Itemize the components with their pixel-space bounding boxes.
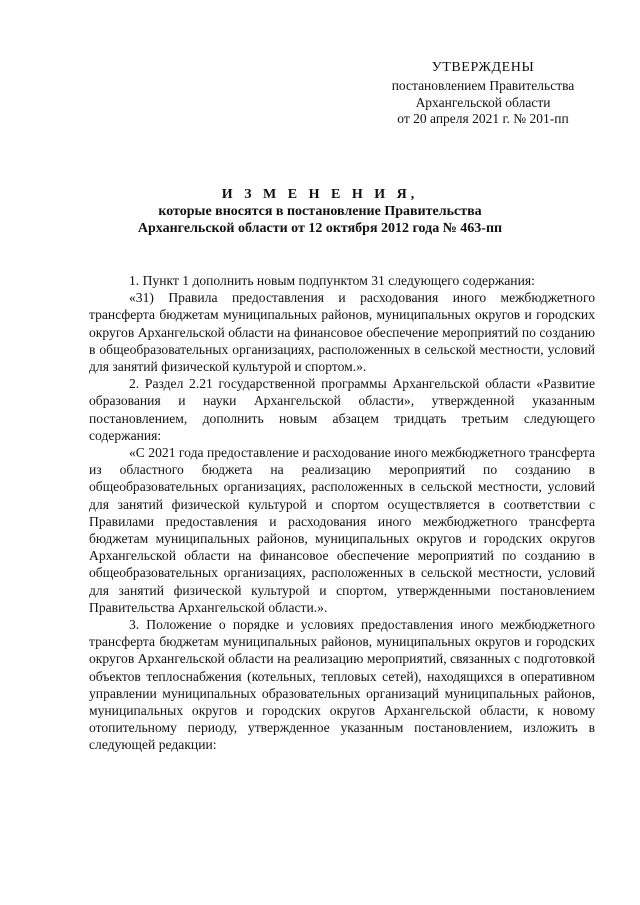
- paragraph: «31) Правила предоставления и расходования иного межбюджетного трансферта бюджетам муниципальных районов, муниципальных округов и городских округов Архангельской области на финансовое обеспечение мероприятий по созданию в общеобразовательных организациях, расположенных в сельской местности, условий для занятий физической культурой и спортом.».: [89, 290, 595, 375]
- paragraph: «С 2021 года предоставление и расходование иного межбюджетного трансферта из областного бюджета на реализацию мероприятий по созданию в общеобразовательных организациях, расположенных в сельской местности, условий для занятий физической культурой и спортом осуществляется в соответствии с Правилами предоставления и расходования иного межбюджетного трансферта бюджетам муниципальных районов, муниципальных округов и городских округов Архангельской области на финансовое обеспечение мероприятий по созданию в общеобразовательных организациях, расположенных в сельской местности, условий для занятий физической культурой и спортом, утвержденными постановлением Правительства Архангельской области.».: [89, 445, 595, 615]
- paragraph: 1. Пункт 1 дополнить новым подпунктом 31 следующего содержания:: [129, 273, 535, 288]
- approval-line: от 20 апреля 2021 г. № 201-пп: [397, 111, 569, 127]
- approval-stamp: [372, 60, 594, 128]
- paragraph: 2. Раздел 2.21 государственной программы Архангельской области «Развитие образования и науки Архангельской области», утвержденной указанным постановлением, дополнить новым абзацем тридцать третьим следующего содержания:: [89, 376, 595, 443]
- document-body: [89, 272, 595, 754]
- title-line: И З М Е Н Е Н И Я,: [221, 187, 419, 202]
- approval-line: постановлением Правительства: [391, 77, 575, 93]
- title-line: которые вносятся в постановление Правительства: [158, 204, 482, 219]
- title-line: Архангельской области от 12 октября 2012 года № 463-пп: [137, 221, 503, 236]
- paragraph: 3. Положение о порядке и условиях предоставления иного межбюджетного трансферта бюджетам муниципальных районов, муниципальных округов и городских округов Архангельской области на реализацию мероприятий, связанных с подготовкой объектов теплоснабжения (котельных, тепловых сетей), находящихся в оперативном управлении муниципальных образовательных организаций муниципальных районов, муниципальных округов и городских округов Архангельской области, к новому отопительному периоду, утвержденное указанным постановлением, изложить в следующей редакции:: [89, 617, 595, 753]
- document-title: [90, 186, 550, 237]
- approval-line: Архангельской области: [415, 94, 551, 110]
- approval-heading: УТВЕРЖДЕНЫ: [431, 60, 535, 75]
